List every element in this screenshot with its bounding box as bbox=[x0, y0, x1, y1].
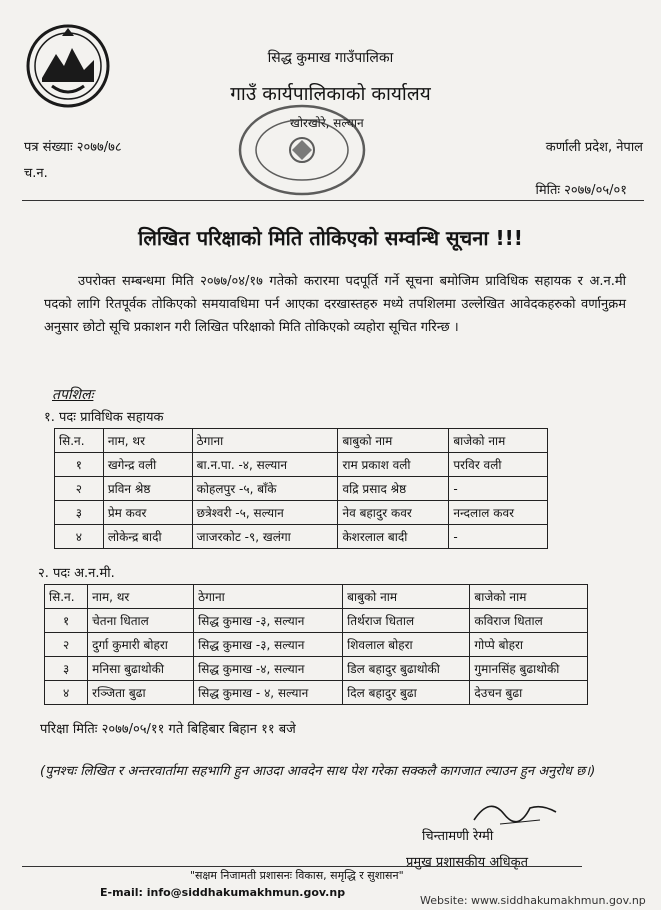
cell: तिर्थराज धिताल bbox=[343, 609, 470, 633]
cell: सिद्ध कुमाख - ४, सल्यान bbox=[194, 681, 343, 705]
letter-date: मितिः २०७७/०५/०१ bbox=[535, 183, 627, 198]
header-divider bbox=[22, 200, 644, 201]
post1-label: १. पदः प्राविधिक सहायक bbox=[44, 410, 164, 425]
post1-candidates-table bbox=[54, 428, 548, 549]
cell: २ bbox=[45, 633, 88, 657]
reference-number: पत्र संख्याः २०७७/७८ bbox=[24, 140, 122, 155]
notice-title: लिखित परिक्षाको मिति तोकिएको सम्वन्धि सूचना !!! bbox=[138, 226, 523, 250]
table-row bbox=[55, 501, 548, 525]
table-row bbox=[55, 477, 548, 501]
cell: सिद्ध कुमाख -३, सल्यान bbox=[194, 609, 343, 633]
cell: सिद्ध कुमाख -३, सल्यान bbox=[194, 633, 343, 657]
col-address: ठेगाना bbox=[192, 429, 338, 453]
table-row bbox=[45, 633, 588, 657]
cell: ३ bbox=[45, 657, 88, 681]
cell: डिल बहादुर बुढाथोकी bbox=[343, 657, 470, 681]
exam-date: परिक्षा मितिः २०७७/०५/११ गते बिहिबार बिहान ११ बजे bbox=[40, 722, 296, 737]
col-name: नाम, थर bbox=[103, 429, 192, 453]
cell: जाजरकोट -९, खलंगा bbox=[192, 525, 338, 549]
col-grandfather: बाजेको नाम bbox=[470, 585, 588, 609]
signature-mark bbox=[470, 790, 560, 830]
table-row bbox=[45, 681, 588, 705]
postscript-note: (पुनश्चः लिखित र अन्तरवार्तामा सहभागि हुन आउदा आवदेन साथ पेश गरेका सक्कलै कागजात ल्याउन हुन अनुरोध छ।) bbox=[40, 764, 596, 779]
table-row bbox=[45, 657, 588, 681]
dispatch-number: च.न. bbox=[24, 166, 48, 181]
details-heading: तपशिलः bbox=[52, 387, 94, 403]
cell: शिवलाल बोहरा bbox=[343, 633, 470, 657]
footer-divider bbox=[22, 866, 582, 867]
cell: नेव बहादुर कवर bbox=[338, 501, 449, 525]
col-father: बाबुको नाम bbox=[343, 585, 470, 609]
table-header-row bbox=[55, 429, 548, 453]
footer-email: E-mail: info@siddhakumakhmun.gov.np bbox=[100, 886, 346, 899]
footer-website: Website: www.siddhakumakhmun.gov.np bbox=[420, 894, 646, 907]
office-address: खोरखोरे, सल्यान bbox=[290, 116, 364, 130]
table-row bbox=[45, 609, 588, 633]
cell: ४ bbox=[55, 525, 104, 549]
post2-candidates-table bbox=[44, 584, 588, 705]
cell: केशरलाल बादी bbox=[338, 525, 449, 549]
cell: दिल बहादुर बुढा bbox=[343, 681, 470, 705]
cell: वद्रि प्रसाद श्रेष्ठ bbox=[338, 477, 449, 501]
footer-slogan: "सक्षम निजामती प्रशासनः विकास, समृद्धि र सुशासन" bbox=[190, 869, 404, 882]
municipality-name: सिद्ध कुमाख गाउँपालिका bbox=[267, 50, 394, 66]
cell: १ bbox=[45, 609, 88, 633]
cell: चेतना धिताल bbox=[88, 609, 194, 633]
cell: नन्दलाल कवर bbox=[449, 501, 548, 525]
col-grandfather: बाजेको नाम bbox=[449, 429, 548, 453]
cell: छत्रेश्वरी -५, सल्यान bbox=[192, 501, 338, 525]
cell: ३ bbox=[55, 501, 104, 525]
cell: - bbox=[449, 525, 548, 549]
post2-label: २. पदः अ.न.मी. bbox=[38, 566, 115, 581]
province: कर्णाली प्रदेश, नेपाल bbox=[545, 140, 643, 155]
cell: मनिसा बुढाथोकी bbox=[88, 657, 194, 681]
signatory-title: प्रमुख प्रशासकीय अधिकृत bbox=[406, 855, 529, 870]
cell: कोहलपुर -५, बाँके bbox=[192, 477, 338, 501]
cell: २ bbox=[55, 477, 104, 501]
cell: गोप्पे बोहरा bbox=[470, 633, 588, 657]
office-name: गाउँ कार्यपालिकाको कार्यालय bbox=[230, 83, 431, 105]
col-address: ठेगाना bbox=[194, 585, 343, 609]
cell: सिद्ध कुमाख -४, सल्यान bbox=[194, 657, 343, 681]
cell: ४ bbox=[45, 681, 88, 705]
cell: - bbox=[449, 477, 548, 501]
col-serial: सि.न. bbox=[45, 585, 88, 609]
signatory-name: चिन्तामणी रेग्मी bbox=[422, 829, 494, 844]
col-father: बाबुको नाम bbox=[338, 429, 449, 453]
cell: गुमानसिंह बुढाथोकी bbox=[470, 657, 588, 681]
cell: प्रविन श्रेष्ठ bbox=[103, 477, 192, 501]
cell: १ bbox=[55, 453, 104, 477]
office-seal-stamp bbox=[232, 100, 372, 200]
col-name: नाम, थर bbox=[88, 585, 194, 609]
cell: दुर्गा कुमारी बोहरा bbox=[88, 633, 194, 657]
cell: रञ्जिता बुढा bbox=[88, 681, 194, 705]
col-serial: सि.न. bbox=[55, 429, 104, 453]
cell: देउचन बुढा bbox=[470, 681, 588, 705]
cell: बा.न.पा. -४, सल्यान bbox=[192, 453, 338, 477]
notice-body: उपरोक्त सम्बन्धमा मिति २०७७/०४/१७ गतेको करारमा पदपूर्ति गर्ने सूचना बमोजिम प्राविधिक सहायक र अ.न.मी पदको लागि रितपूर्वक तोकिएको समयावधिमा पर्न आएका दरखास्तहरु मध्ये तपशिलमा उल्लेखित आवेदकहरुको वर्णानुक्रम अनुसार छोटो सूचि प्रकाशन गरी लिखित परिक्षाको मिति तोकिएको व्यहोरा सूचित गरिन्छ । bbox=[44, 274, 626, 335]
table-row bbox=[55, 453, 548, 477]
cell: परविर वली bbox=[449, 453, 548, 477]
cell: राम प्रकाश वली bbox=[338, 453, 449, 477]
cell: खगेन्द्र वली bbox=[103, 453, 192, 477]
cell: लोकेन्द्र बादी bbox=[103, 525, 192, 549]
cell: कविराज धिताल bbox=[470, 609, 588, 633]
table-row bbox=[55, 525, 548, 549]
cell: प्रेम कवर bbox=[103, 501, 192, 525]
table-header-row bbox=[45, 585, 588, 609]
